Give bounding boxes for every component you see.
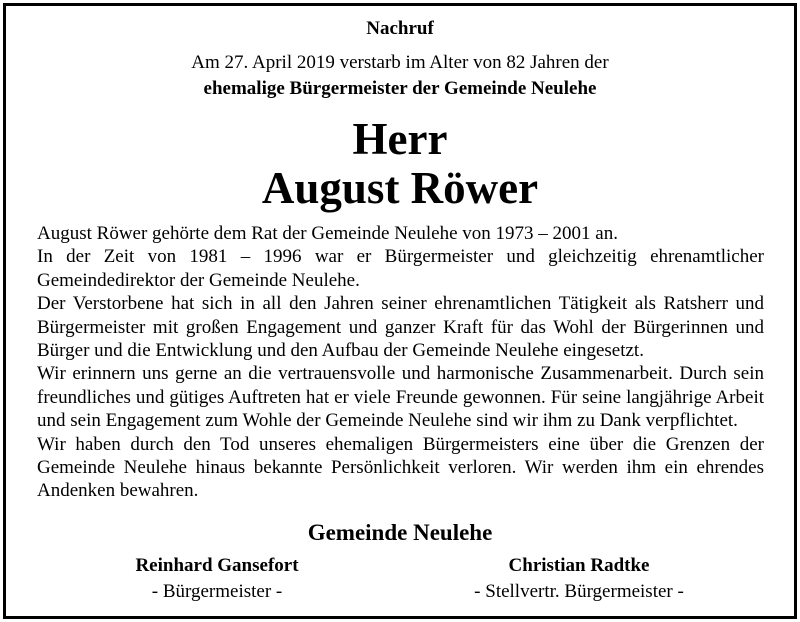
body-paragraph-remembrance: Wir haben durch den Tod unseres ehemaligen Bürgermeisters eine über die Grenzen der Gemeinde Neulehe hinaus bekannte Persönlichkeit verloren. Wir werden ihm ein ehrendes Andenken bewahren. [37, 433, 764, 502]
body-paragraph-council-membership: August Röwer gehörte dem Rat der Gemeinde Neulehe von 1973 – 2001 an. [37, 223, 618, 244]
signer-left-role: - Bürgermeister - [151, 581, 283, 602]
signer-right [419, 555, 739, 610]
organization-name: Gemeinde Neulehe [307, 520, 493, 545]
obituary-header: Nachruf [366, 18, 434, 39]
body-paragraph-mayor-term: In der Zeit von 1981 – 1996 war er Bürgermeister und gleichzeitig ehrenamtlicher Gemeindedirektor der Gemeinde Neulehe. [37, 246, 764, 291]
intro-line-death-notice: Am 27. April 2019 verstarb im Alter von 82 Jahren der [191, 52, 609, 73]
deceased-salutation: Herr [352, 114, 448, 164]
body-paragraph-dedication: Der Verstorbene hat sich in all den Jahren seiner ehrenamtlichen Tätigkeit als Ratsherr und Bürgermeister mit großen Engagement und ganzer Kraft für das Wohl der Bürgerinnen und Bürger und die Entwicklung und den Aufbau der Gemeinde Neulehe eingesetzt. [37, 293, 764, 362]
signer-right-name: Christian Radtke [508, 555, 650, 576]
obituary-body [37, 222, 764, 503]
signer-right-role: - Stellvertr. Bürgermeister - [474, 581, 684, 602]
body-paragraph-cooperation: Wir erinnern uns gerne an die vertrauensvolle und harmonische Zusammenarbeit. Durch sein freundliches und gütiges Auftreten hat er viele Freunde gewonnen. Für seine langjährige Arbeit und sein Engagement zum Wohle der Gemeinde Neulehe sind wir ihm zu Dank verpflichtet. [37, 363, 764, 432]
intro-line-former-title: ehemalige Bürgermeister der Gemeinde Neulehe [203, 78, 597, 99]
signer-left-name: Reinhard Gansefort [135, 555, 299, 576]
deceased-name: August Röwer [261, 163, 539, 213]
signer-left [57, 555, 377, 610]
